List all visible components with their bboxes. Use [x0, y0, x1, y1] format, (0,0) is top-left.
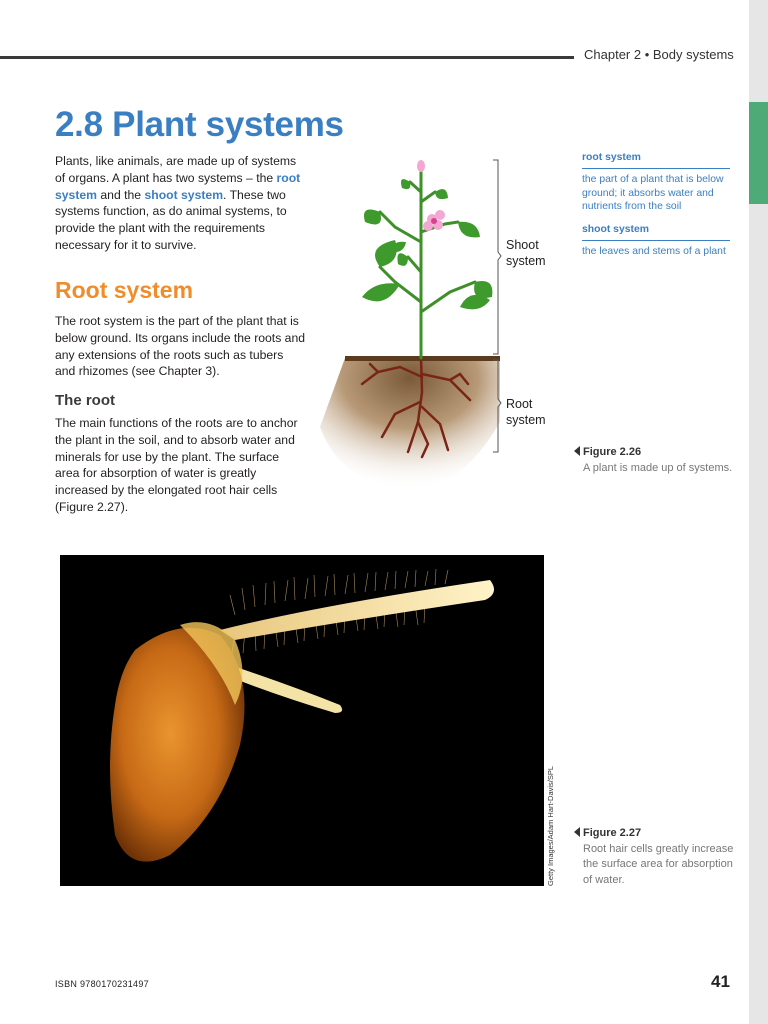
primary-root: [220, 580, 494, 640]
isbn: ISBN 9780170231497: [55, 979, 149, 989]
seed-root-photo: [60, 555, 544, 886]
section-paragraph: The root system is the part of the plant that is below ground. Its organs include the roots and any extensions of the roots such as tubers and rhizomes (see Chapter 3).: [55, 314, 306, 379]
glossary-definition: the leaves and stems of a plant: [582, 246, 726, 258]
intro-text: . These two systems function, as do animal systems, to provide the plant with the requirements necessary for it to survive.: [55, 187, 287, 252]
caption-pointer-icon: [574, 446, 580, 456]
term-root-system: root system: [55, 170, 301, 202]
caption-pointer-icon: [574, 827, 580, 837]
subsection-heading: The root: [55, 392, 115, 409]
glossary-term: shoot system: [582, 223, 730, 241]
soil-shape: [320, 358, 500, 490]
figure-2-26-caption: [574, 445, 734, 476]
glossary-term: root system: [582, 151, 730, 169]
subsection-paragraph: The main functions of the roots are to anchor the plant in the soil, and to absorb water and minerals for use by the plant. The surface area for absorption of water is greatly increased by the elongated root hair cells (Figure 2.27).: [55, 416, 298, 514]
caption-text: Root hair cells greatly increase the surface area for absorption of water.: [583, 842, 734, 886]
root-system-label: [506, 397, 546, 428]
intro-text: Plants, like animals, are made up of systems of organs. A plant has two systems – the: [55, 154, 297, 185]
label-line: Shoot: [506, 238, 539, 252]
page-number: 41: [711, 972, 730, 991]
glossary-entry: [582, 151, 730, 214]
stem: [380, 172, 475, 358]
credit-text: Getty Images/Adam Hart-Davis/SPL: [546, 765, 555, 886]
label-line: Root: [506, 397, 533, 411]
glossary-definition: the part of a plant that is below ground; it absorbs water and nutrients from the soil: [582, 174, 724, 213]
shoot-system-label: [506, 238, 546, 269]
chapter-tab: [749, 102, 768, 204]
glossary-entry: [582, 223, 730, 259]
figure-number: Figure 2.26: [583, 446, 642, 458]
intro-paragraph: [55, 153, 305, 254]
figure-number: Figure 2.27: [583, 827, 642, 839]
caption-text: A plant is made up of systems.: [583, 461, 733, 474]
label-line: system: [506, 412, 546, 427]
photo-credit: [546, 766, 556, 886]
intro-text: and the: [100, 187, 142, 202]
label-line: system: [506, 253, 546, 268]
page-title: 2.8 Plant systems: [55, 105, 344, 144]
plant-illustration: [310, 152, 510, 492]
term-shoot-system: shoot system: [144, 187, 224, 202]
section-heading: Root system: [55, 277, 194, 303]
header-rule: [0, 56, 574, 59]
seed-photo-drawing: [60, 555, 544, 886]
figure-2-27-caption: [574, 826, 734, 888]
running-head: Chapter 2 • Body systems: [584, 47, 734, 62]
